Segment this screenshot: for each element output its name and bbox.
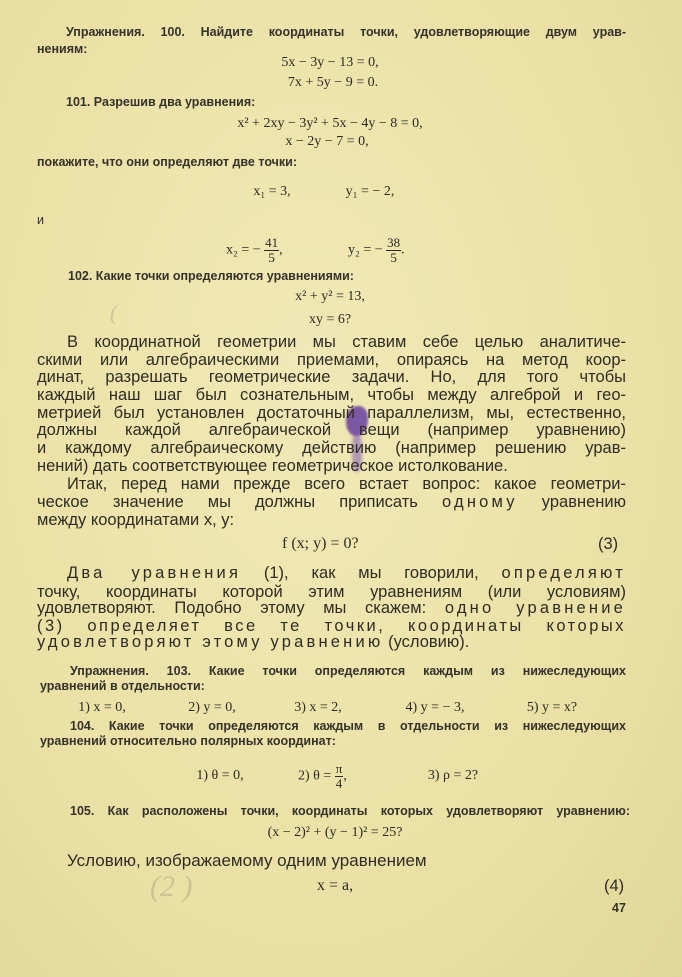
pencil-mark: (2 ) [150, 870, 193, 903]
text-segment: уравнению [541, 493, 626, 511]
exercise-105-text: 105. Как расположены точки, координаты которых удовлетворяют уравнению: [70, 804, 630, 818]
emphasized-word: определяют [501, 564, 626, 582]
exercise-104-text: 104. Какие точки определяются каждым в отдельности из нижеследующих [70, 719, 626, 733]
text-segment: (1), как мы говорили, [263, 564, 479, 582]
exercise-item: 3) x = 2, [294, 700, 342, 715]
exercise-103-text-cont: уравнений в отдельности: [40, 679, 205, 693]
denominator: 4 [335, 775, 343, 791]
equation: 5x − 3y − 13 = 0, [281, 55, 379, 70]
exercise-104-text-cont: уравнений относительно полярных координат: [40, 734, 336, 748]
text-segment: ческое значение мы должны приписать [37, 493, 418, 511]
numerator: π [335, 761, 343, 776]
denominator: 5 [390, 249, 397, 265]
formula-number: (4) [604, 877, 625, 895]
text-segment: (условию). [388, 633, 470, 651]
polar-item: 3) ρ = 2? [427, 768, 479, 783]
paragraph-line: метрией был установлен достаточный параллелизм, мы, естественно, [37, 404, 626, 422]
equation: 7x + 5y − 9 = 0. [287, 75, 379, 90]
paragraph-line: В координатной геометрии мы ставим себе целью аналитиче- [67, 333, 626, 351]
paragraph-line: Условию, изображаемому одним уравнением [67, 851, 427, 870]
paragraph-line [37, 600, 626, 617]
exercise-100-text: Упражнения. 100. Найдите координаты точки, удовлетворяющие двум урав- [66, 25, 626, 39]
paragraph-line: динат, разрешать геометрические задачи. Но, для того чтобы [37, 368, 626, 386]
emphasized-word: одному [441, 493, 518, 511]
emphasized-word: удовлетворяют этому уравнению [37, 633, 384, 651]
polar-item [298, 762, 347, 790]
formula-number: (3) [598, 535, 619, 553]
equation: (x − 2)² + (y − 1)² = 25? [267, 825, 403, 840]
paragraph-line [37, 634, 469, 651]
paragraph-line [37, 494, 626, 511]
emphasized-word: одно уравнение [444, 599, 626, 617]
exercise-item: 4) y = − 3, [405, 700, 465, 715]
text-segment: удовлетворяют. Подобно этому мы скажем: [37, 599, 427, 617]
formula-4: x = a, [316, 877, 354, 894]
conjunction: и [37, 213, 44, 227]
equation: x² + 2xy − 3y² + 5x − 4y − 8 = 0, [237, 116, 423, 131]
exercise-item: 2) y = 0, [188, 700, 236, 715]
equation: x − 2y − 7 = 0, [285, 134, 369, 149]
pencil-mark: ( [110, 300, 118, 325]
paragraph-line: каждый наш шаг был сознательным, чтобы между алгеброй и гео- [37, 386, 626, 404]
fraction [386, 236, 401, 264]
paragraph-line [67, 565, 626, 582]
exercise-101-text-cont: покажите, что они определяют две точки: [37, 155, 297, 169]
equation: xy = 6? [308, 312, 352, 327]
numerator: 38 [387, 235, 401, 250]
comma: , [343, 768, 347, 784]
denominator: 5 [268, 249, 275, 265]
paragraph-line: скими или алгебраическими приемами, опираясь на метод коор- [37, 351, 626, 369]
paragraph-line: (3) определяет все те точки, координаты которых [37, 617, 626, 635]
paragraph-line: точку, координаты которой этим уравнениям (или условиям) [37, 583, 626, 601]
exercise-102-text: 102. Какие точки определяются уравнениями: [68, 269, 354, 283]
solution-x1: x₁ = 3, [253, 184, 291, 199]
polar-item: 1) θ = 0, [196, 768, 244, 783]
formula-3: f (x; y) = 0? [282, 535, 359, 552]
paragraph-line: нений) дать соответствующее геометрическое истолкование. [37, 457, 508, 475]
exercise-101-text: 101. Разрешив два уравнения: [66, 95, 256, 109]
polar-lhs: 2) θ = [298, 768, 332, 784]
paragraph-line: должны каждой алгебраической вещи (например уравнению) [37, 421, 626, 439]
x2-lhs: x₂ = − [226, 242, 261, 258]
exercise-item: 5) y = x? [526, 700, 578, 715]
solution-y2: y₂ = − $\frac{38}{5}$ . [348, 235, 405, 265]
exercise-item: 1) x = 0, [78, 700, 126, 715]
paragraph-line: между координатами x, y: [37, 511, 235, 529]
exercise-100-text-cont: нениям: [37, 42, 88, 56]
emphasized-word: Два уравнения [67, 564, 242, 582]
paragraph-line: Итак, перед нами прежде всего встает вопрос: какое геометри- [67, 475, 626, 493]
numerator: 41 [265, 235, 279, 250]
fraction [264, 236, 279, 264]
solution-x2: x₂ = − $\frac{41}{5}$ , [226, 235, 283, 265]
solution-y1: y₁ = − 2, [345, 184, 395, 199]
equation: x² + y² = 13, [295, 289, 365, 304]
page-number: 47 [612, 901, 626, 915]
paragraph-line: и каждому алгебраическому действию (например решению урав- [37, 439, 626, 457]
y2-lhs: y₂ = − [348, 242, 383, 258]
exercise-103-text: Упражнения. 103. Какие точки определяются каждым из нижеследующих [70, 664, 626, 678]
